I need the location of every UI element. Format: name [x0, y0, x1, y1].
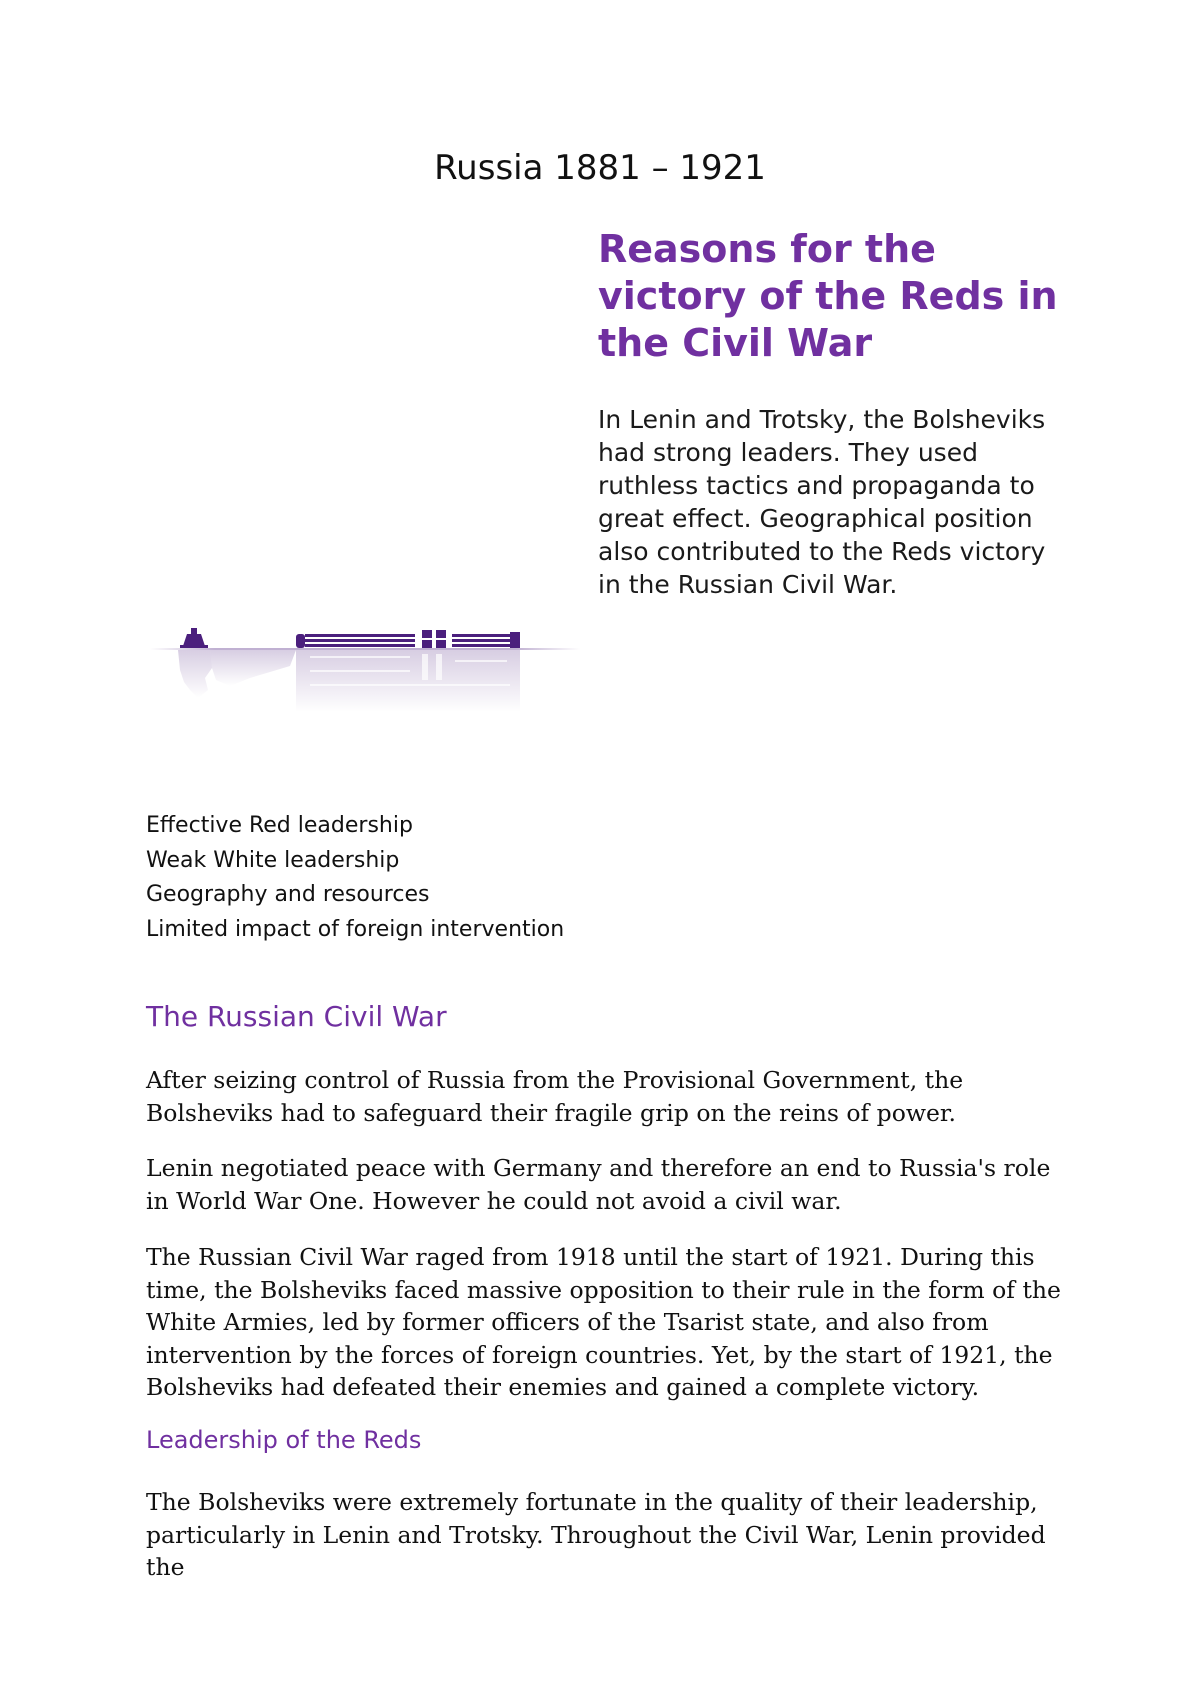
civil-war-heading: The Russian Civil War [146, 1000, 447, 1033]
list-item: Weak White leadership [146, 847, 400, 873]
reasons-list [146, 809, 564, 947]
leadership-paragraph: The Bolsheviks were extremely fortunate in the quality of their leadership, particularly in Lenin and Trotsky. Throughout the Civil War, Lenin provided the [146, 1488, 1046, 1581]
leadership-heading: Leadership of the Reds [146, 1426, 422, 1454]
list-item: Effective Red leadership [146, 813, 413, 838]
list-item: Limited impact of foreign intervention [146, 916, 565, 942]
list-item: Geography and resources [146, 882, 430, 907]
civil-war-paragraph: The Russian Civil War raged from 1918 until the start of 1921. During this time, the Bolsheviks faced massive opposition to their rule in the form of the White Armies, led by former officers of the Tsarist state, and also from intervention by the forces of foreign countries. Yet, by the start of 1921, the Bolsheviks had defeated their enemies and gained a complete victory. [146, 1243, 1061, 1401]
kremlin-skyline-icon [150, 620, 580, 740]
document-title: Russia 1881 – 1921 [434, 148, 766, 188]
civil-war-paragraph: Lenin negotiated peace with Germany and therefore an end to Russia's role in World War One. However he could not avoid a civil war. [146, 1154, 1051, 1215]
reasons-heading: Reasons for the victory of the Reds in the Civil War [598, 227, 1058, 365]
reasons-summary: In Lenin and Trotsky, the Bolsheviks had strong leaders. They used ruthless tactics and propaganda to great effect. Geographical position also contributed to the Reds victory in the Russian Civil War. [598, 405, 1046, 599]
civil-war-paragraph: After seizing control of Russia from the Provisional Government, the Bolsheviks had to safeguard their fragile grip on the reins of power. [146, 1066, 964, 1127]
